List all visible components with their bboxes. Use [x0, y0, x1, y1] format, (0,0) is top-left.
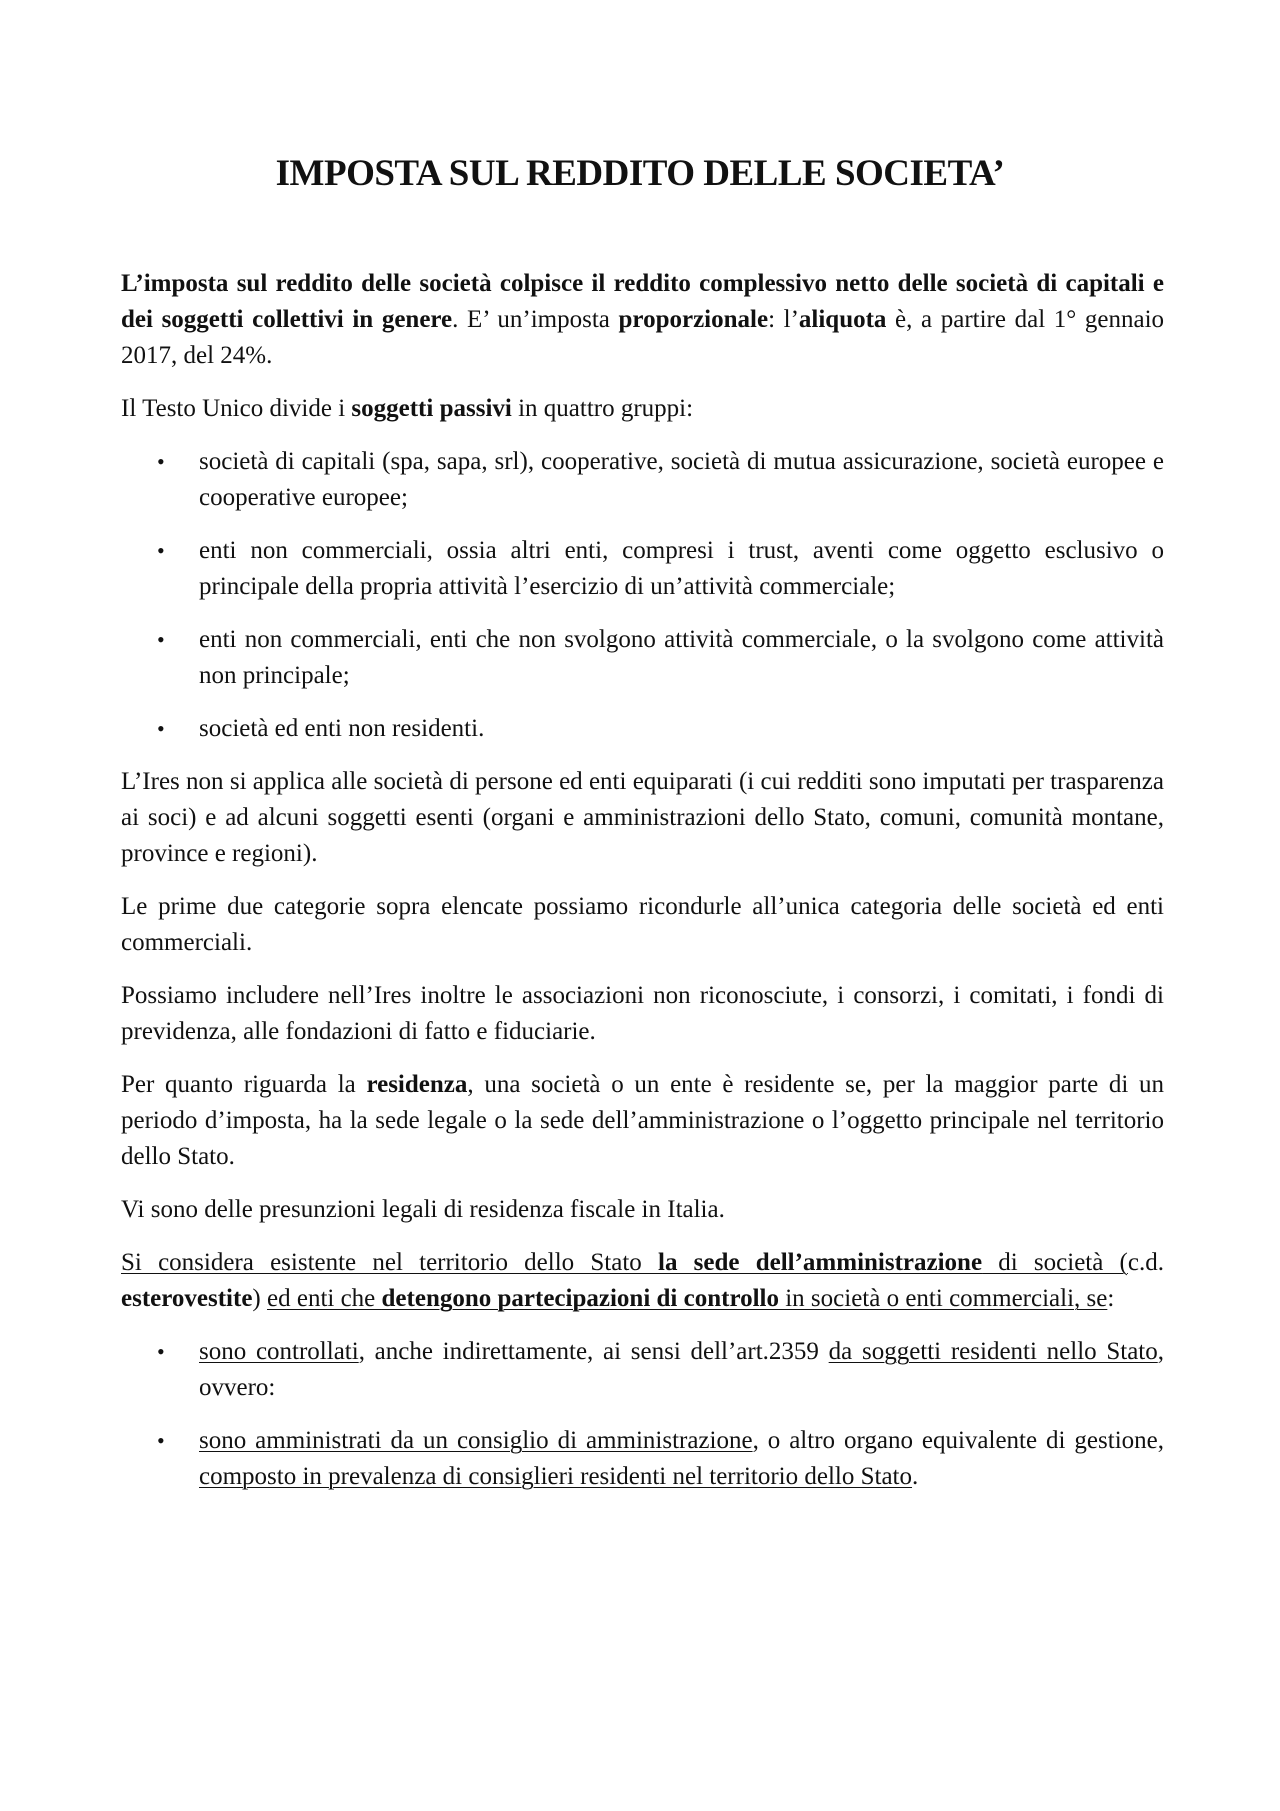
intro-paragraph	[121, 266, 1164, 374]
page-title: IMPOSTA SUL REDDITO DELLE SOCIETA’	[275, 153, 1005, 194]
list-item-text: enti non commerciali, enti che non svolgono attività commerciale, o la svolgono come attività non principale;	[199, 626, 1164, 689]
bullet-icon: •	[157, 716, 165, 741]
text: : l’	[768, 306, 799, 333]
exclusions-paragraph: L’Ires non si applica alle società di persone ed enti equiparati (i cui redditi sono imputati per trasparenza ai soci) e ad alcuni soggetti esenti (organi e amministrazioni dello Stato, comuni, comunità montane, province e regioni).	[121, 768, 1164, 867]
text: , o altro organo equivalente di gestione,	[752, 1427, 1164, 1454]
bold-text: residenza	[366, 1071, 468, 1098]
bold-text: L’imposta sul reddito delle società colpisce il reddito complessivo netto delle società di capitali e dei soggetti collettivi in genere	[121, 270, 1164, 333]
bold-text: aliquota	[798, 306, 887, 333]
bullet-icon: •	[157, 1339, 165, 1364]
underlined-text: sono controllati	[199, 1338, 359, 1365]
conditions-list	[121, 1334, 1164, 1495]
underlined-text: Si considera esistente nel territorio dello Stato	[121, 1249, 658, 1276]
list-item-text: enti non commerciali, ossia altri enti, compresi i trust, aventi come oggetto esclusivo o principale della propria attività l’esercizio di un’attività commerciale;	[199, 537, 1164, 600]
text: , una società o un ente è residente se, per la maggior parte di un periodo d’imposta, ha la sede legale o la sede dell’amministrazione o l’oggetto principale nel territorio dello Stato.	[121, 1071, 1164, 1170]
bullet-icon: •	[157, 1428, 165, 1453]
text: in quattro gruppi:	[511, 395, 694, 422]
bold-text: soggetti passivi	[351, 395, 512, 422]
text: , ovvero:	[199, 1338, 1164, 1401]
text: Il Testo Unico divide i	[121, 395, 352, 422]
underlined-text: ed enti che	[267, 1285, 382, 1312]
text: )	[252, 1285, 267, 1312]
text: è, a partire dal 1° gennaio 2017, del 24%.	[121, 306, 1165, 369]
underlined-text: di società (	[982, 1249, 1128, 1276]
text: . E’ un’imposta	[452, 306, 619, 333]
underlined-text	[382, 1285, 779, 1312]
bold-text: proporzionale	[618, 306, 769, 333]
underlined-text: in società o enti commerciali, se	[778, 1285, 1108, 1312]
underlined-text: da soggetti residenti nello Stato	[828, 1338, 1158, 1365]
bold-text: esterovestite	[121, 1285, 253, 1312]
list-item	[121, 711, 1164, 747]
list-item-text: società di capitali (spa, sapa, srl), cooperative, società di mutua assicurazione, società europee e cooperative europee;	[199, 448, 1164, 511]
bullet-icon: •	[157, 449, 165, 474]
bullet-icon: •	[157, 538, 165, 563]
text: :	[1107, 1285, 1115, 1312]
taxpayer-groups-list	[121, 444, 1164, 747]
underlined-text: sono amministrati da un consiglio di amministrazione	[199, 1427, 753, 1454]
list-item	[121, 1334, 1164, 1406]
list-item	[121, 444, 1164, 516]
bold-text: la sede dell’amministrazione	[658, 1249, 983, 1276]
text: c.d.	[1127, 1249, 1164, 1276]
document-body	[121, 266, 1164, 1512]
residence-paragraph	[121, 1067, 1164, 1175]
list-item	[121, 622, 1164, 694]
list-item	[121, 1423, 1164, 1495]
inclusions-paragraph: Possiamo includere nell’Ires inoltre le associazioni non riconosciute, i consorzi, i comitati, i fondi di previdenza, alle fondazioni di fatto e fiduciarie.	[121, 982, 1164, 1045]
underlined-text: composto in prevalenza di consiglieri residenti nel territorio dello Stato	[199, 1463, 913, 1490]
underlined-text	[658, 1249, 982, 1276]
taxpayers-paragraph	[121, 391, 1164, 427]
list-item	[121, 533, 1164, 605]
categories-paragraph: Le prime due categorie sopra elencate possiamo ricondurle all’unica categoria delle società ed enti commerciali.	[121, 893, 1164, 956]
presumptions-paragraph: Vi sono delle presunzioni legali di residenza fiscale in Italia.	[121, 1196, 725, 1223]
esterovestite-paragraph	[121, 1245, 1164, 1317]
list-item-text: società ed enti non residenti.	[199, 715, 485, 742]
text: , anche indirettamente, ai sensi dell’art.2359	[358, 1338, 829, 1365]
bullet-icon: •	[157, 627, 165, 652]
text: Per quanto riguarda la	[121, 1071, 367, 1098]
text: .	[912, 1463, 919, 1490]
bold-text: detengono partecipazioni di controllo	[381, 1285, 779, 1312]
